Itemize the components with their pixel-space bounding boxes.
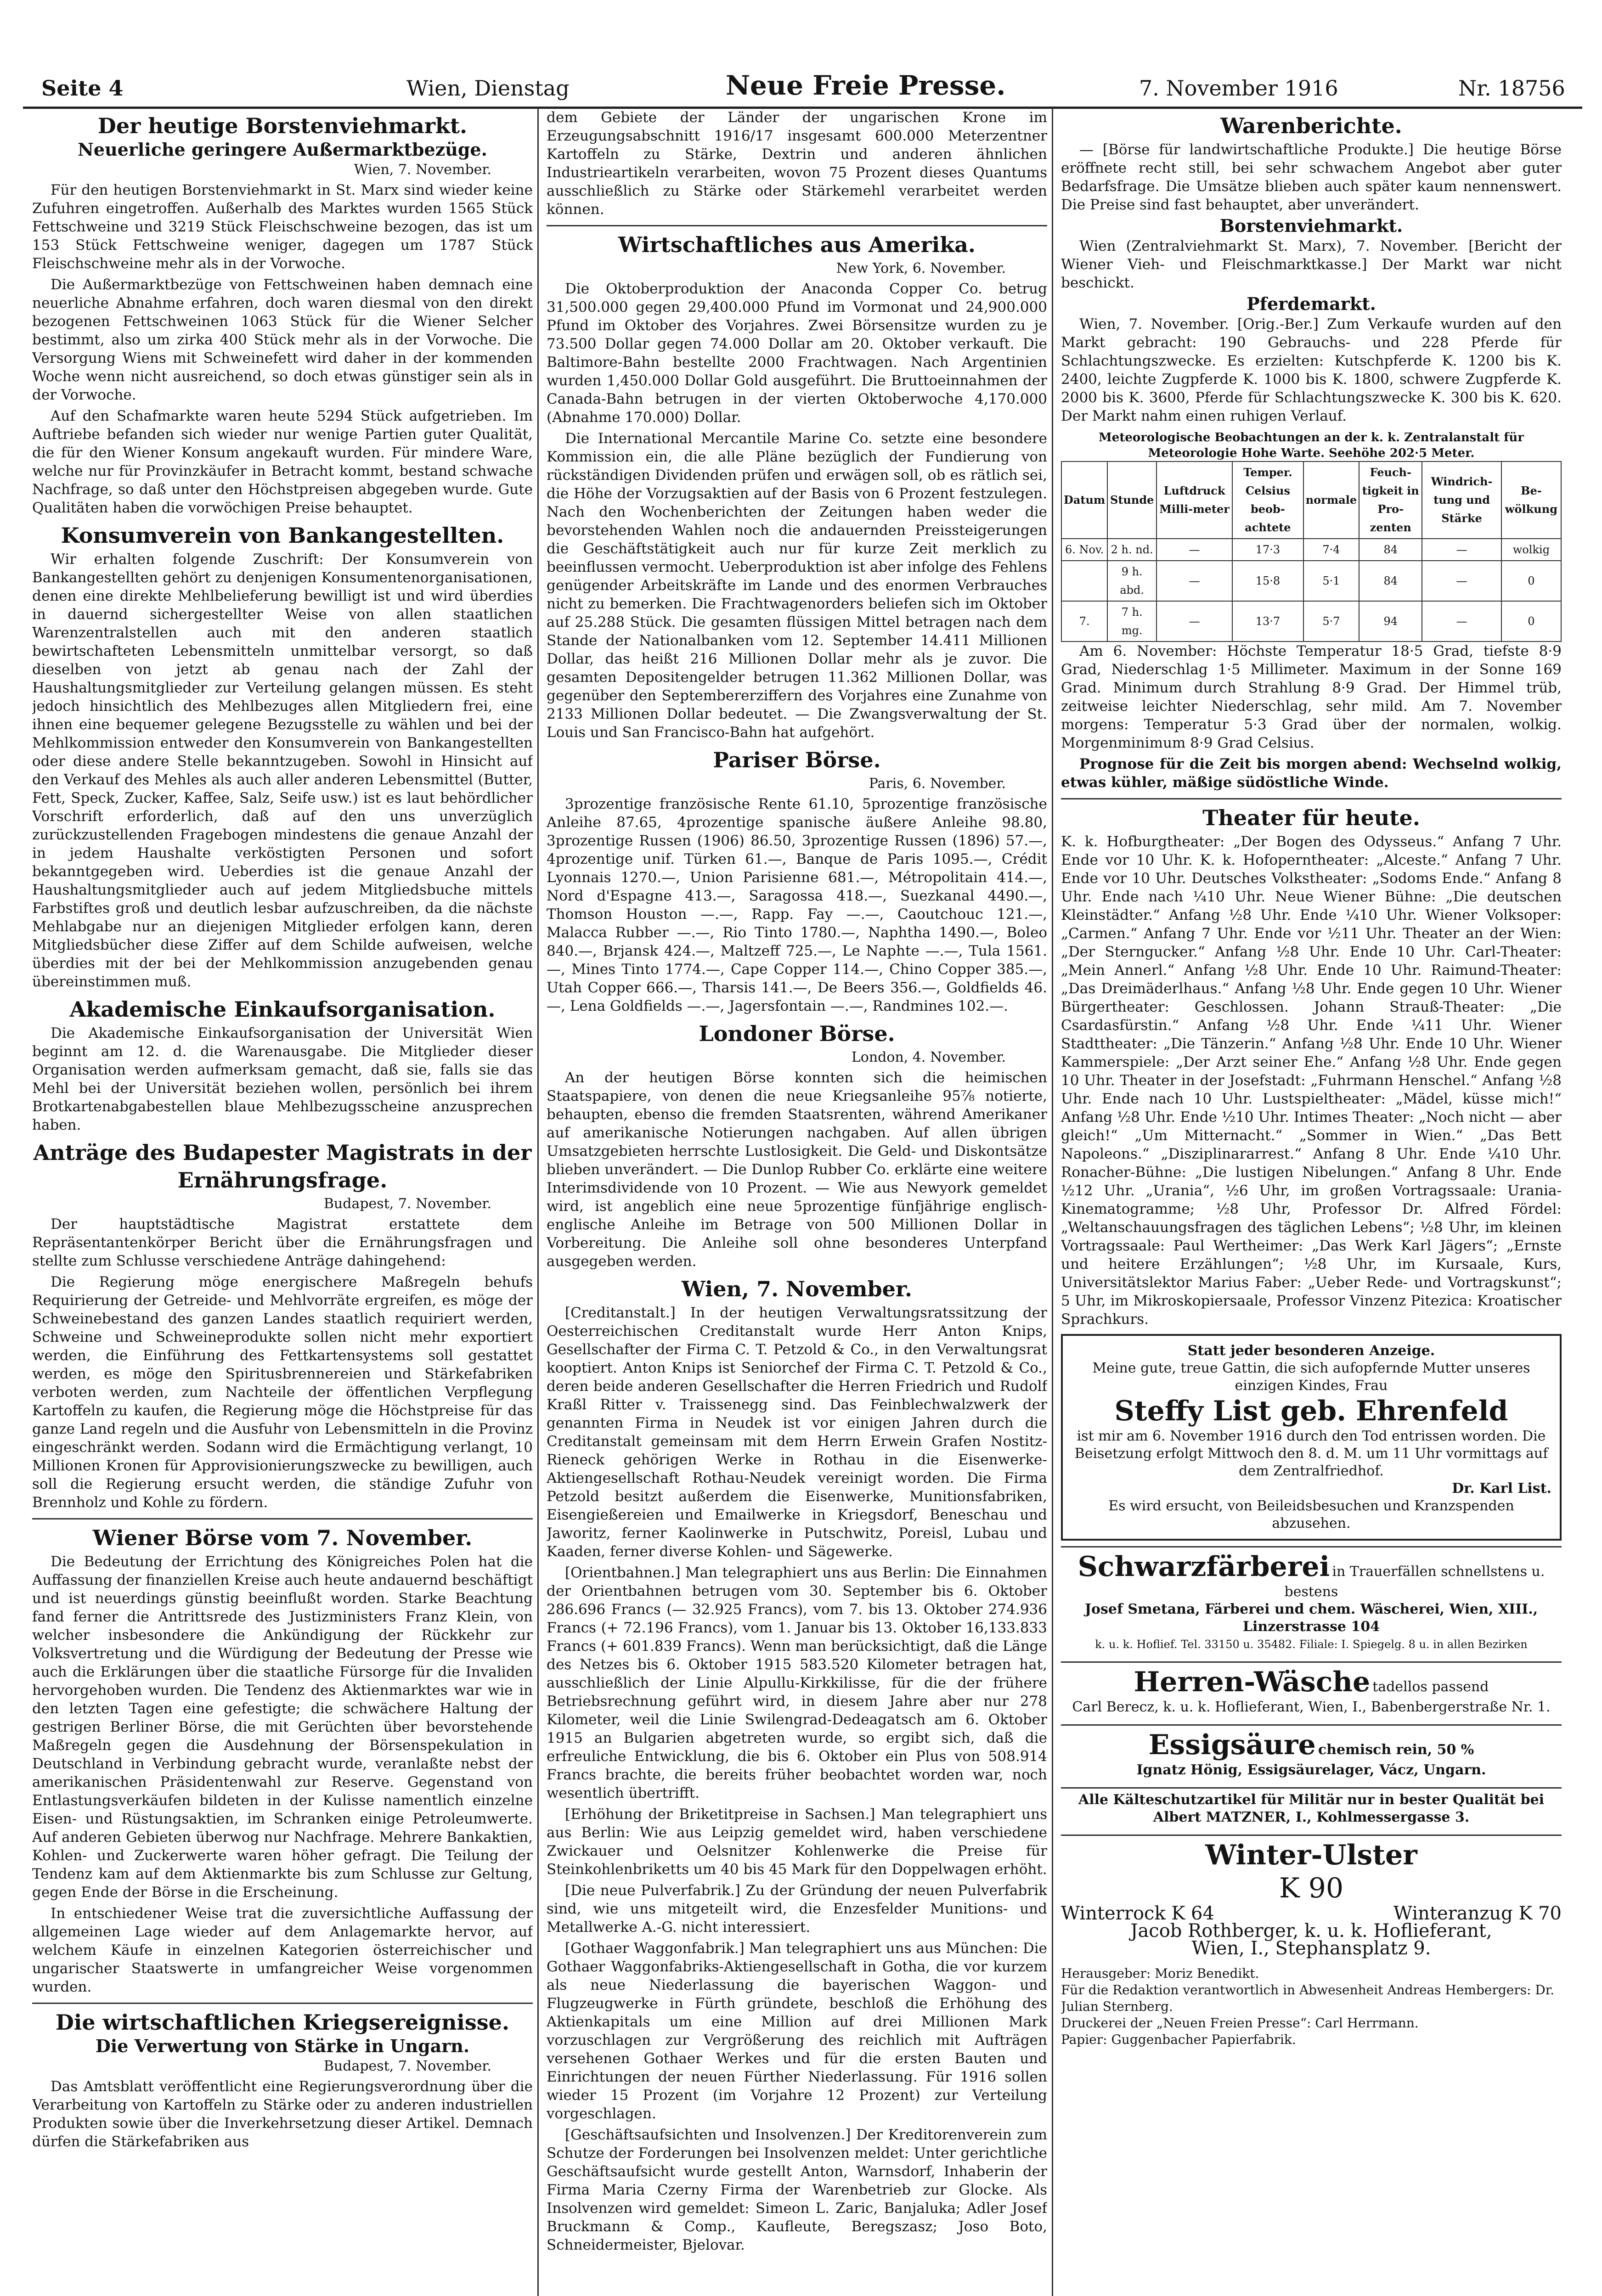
theater-listings: K. k. Hofburgtheater: „Der Bogen des Odysseus.“ Anfang 7 Uhr. Ende vor 10 Uhr. K. k. Hofoperntheater: „Alceste.“ Anfang 7 Uhr. Ende vor 10 Uhr. Deutsches Volkstheater: „Sodoms Ende.“ Anfang 8 Uhr. Ende nach ¼10 Uhr. Neue Wiener Bühne: „Die deutschen Kleinstädter.“ Anfang ½8 Uhr. Ende ¼10 Uhr. Wiener Volksoper: „Carmen.“ Anfang 7 Uhr. Ende vor ½11 Uhr. Theater an der Wien: „Der Sterngucker.“ Anfang ½8 Uhr. Ende 10 Uhr. Carl-Theater: „Mein Annerl.“ Anfang ½8 Uhr. Ende 10 Uhr. Raimund-Theater: „Das Dreimäderlhaus.“ Anfang ½8 Uhr. Ende gegen 10 Uhr. Wiener Bürgertheater: Geschlossen. Johann Strauß-Theater: „Die Csardasfürstin.“ Anfang ½8 Uhr. Ende ¼11 Uhr. Wiener Stadttheater: „Die Tänzerin.“ Anfang ½8 Uhr. Ende 10 Uhr. Wiener Kammerspiele: „Der Arzt seiner Ehe.“ Anfang ½8 Uhr. Ende gegen 10 Uhr. Theater in der Josefstadt: „Fuhrmann Henschel.“ Anfang ½8 Uhr. Ende nach 10 Uhr. Lustspieltheater: „Mädel, küsse mich!“ Anfang ½8 Uhr. Ende ½10 Uhr. Intimes Theater: „Noch nicht — aber gleich!“ „Um Mitternacht.“ „Sommer in Wien.“ „Das Bett Napoleons.“ „Disziplinararrest.“ Anfang 8 Uhr. Ende ¼10 Uhr. Ronacher-Bühne: „Die lustigen Nibelungen.“ Anfang 8 Uhr. Ende ½12 Uhr. „Urania“, ½6 Uhr, im großen Vortragssaale: Urania-Kinematogramme; ½8 Uhr, Professor Dr. Alfred Fördel: „Weltanschauungsfragen des täglichen Lebens“; ½8 Uhr, im kleinen Vortragssaale: Paul Wertheimer: „Das Werk Karl Jägers“; „Ernste und heitere Erzählungen“; ½8 Uhr, im Kursaale, Kurs, Universitätslektor Marius Faber: „Ueber Rede- und Vortragskunst“; 5 Uhr, im Mikroskopiersaale, Professor Vinzenz Pitezica: Kroatischer Sprachkurs. — [1061, 833, 1562, 1328]
paragraph: 3prozentige französische Rente 61.10, 5prozentige französische Anleihe 87.65, 4prozentige spanische äußere Anleihe 98.80, 3prozentige Russen (1906) 86.50, 3prozentige Russen (1896) 57.—, 4prozentige unif. Türken 61.—, Banque de Paris 1095.—, Crédit Lyonnais 1270.—, Union Parisienne 681.—, Métropolitain 414.—, Nord d'Espagne 413.—, Saragossa 418.—, Suezkanal 4490.—, Thomson Houston —.—, Rapp. Fay —.—, Caoutchouc 121.—, Malacca Rubber —.—, Rio Tinto 1780.—, Naphtha 1490.—, Boleo 840.—, Brjansk 424.—, Maltzeff 725.—, Le Naphte —.—, Tula 1561.—, Mines Tinto 1774.—, Cape Copper 114.—, Chino Copper 385.—, Utah Copper 666.—, Tharsis 141.—, De Beers 356.—, Goldfields 46.—, Lena Goldfields —.—, Jagersfontain —.—, Randmines 102.—. — [547, 796, 1047, 1014]
table-cell: 2 h. nd. — [1107, 539, 1156, 561]
issue-number: Nr. 18756 — [1458, 76, 1565, 101]
ad-line: Alle Kälteschutzartikel für Militär nur in bester Qualität bei Albert MATZNER, I., Kohlmessergasse 3. — [1078, 1792, 1545, 1825]
column-header: Stunde — [1107, 461, 1156, 539]
table-cell: 9 h. abd. — [1107, 561, 1156, 601]
ad-essigsaeure — [1061, 1724, 1562, 1782]
table-cell: 84 — [1359, 561, 1422, 601]
article-wien-wirtschaft — [547, 1275, 1047, 2254]
ad-small: k. u. k. Hoflief. Tel. 33150 u. 35482. Filiale: I. Spiegelg. 8 u. in allen Bezirken — [1095, 1638, 1528, 1651]
table-row — [1061, 601, 1561, 642]
notice-text: ist mir am 6. November 1916 durch den Tod entrissen worden. Die Beisetzung erfolgt Mittwoch den 8. d. M. um 11 Uhr vormittags auf dem Zentralfriedhof. — [1074, 1428, 1548, 1479]
article-heading: Pariser Börse. — [713, 748, 881, 772]
paragraph: [Die neue Pulverfabrik.] Zu der Gründung der neuen Pulverfabrik sind, wie uns mitgeteilt wird, die Enzesfelder Munitions- und Metallwerke A.-G. nicht interessiert. — [547, 1882, 1047, 1936]
article-subheading: Neuerliche geringere Außermarktbezüge. — [78, 139, 487, 160]
imprint-line: Druckerei der „Neuen Freien Presse“: Carl Herrmann. — [1061, 2015, 1419, 2031]
article-subheading: Die Verwertung von Stärke in Ungarn. — [95, 2036, 470, 2056]
notice-text: Meine gute, treue Gattin, die sich aufopfernde Mutter unseres einzigen Kindes, Frau — [1092, 1360, 1530, 1394]
dateline: New York, 6. November. — [836, 260, 1006, 276]
ad-tagline: in Trauerfällen schnellstens u. bestens — [1284, 1564, 1545, 1600]
table-cell — [1061, 561, 1107, 601]
article-heading: Anträge des Budapester Magistrats in der Ernährungsfrage. — [33, 1140, 532, 1193]
column-header: normale — [1303, 461, 1359, 539]
ad-prices-row — [1061, 1905, 1562, 1922]
paragraph: An der heutigen Börse konnten sich die heimischen Staatspapiere, von denen die neue Kriegsanleihe 95⅞ notierte, behaupten, ebenso die fremden Staatsrenten, während Amerikaner auf amerikanische Notierungen nachgaben. Auf allen übrigen Umsatzgebieten herrschte Lustlosigkeit. Die Geld- und Diskontsätze blieben unverändert. — Die Dunlop Rubber Co. erklärte eine weitere Interimsdividende von 10 Prozent. — Wie aus Newyork gemeldet wird, ist angeblich eine neue 5prozentige fünfjährige englisch-englische Anleihe im Betrage von 500 Millionen Dollar in Vorbereitung. Die Anleihe soll ohne besonderes Unterpfand ausgegeben werden. — [547, 1069, 1047, 1270]
paragraph: Die Bedeutung der Errichtung des Königreiches Polen hat die Auffassung der finanziellen Kreise auch heute andauernd beschäftigt und ist neuerdings günstig beeinflußt worden. Starke Beachtung fand ferner die Antrittsrede des Justizministers Franz Klein, von welcher insbesondere die Ankündigung der Rückkehr zur Volksvertretung und die Würdigung der Bedeutung der Presse wie auch die Erklärungen über die staatliche Fürsorge für die Invaliden hervorgehoben wurden. Die Tendenz des Aktienmarktes war wie in den letzten Tagen eine gefestigte; die schwächere Haltung der gestrigen Berliner Börse, die mit Gerüchten über bevorstehende Maßregeln gegen die Ausdehnung der Börsenspekulation in Deutschland in Verbindung gebracht wurde, veranlaßte nebst der amerikanischen Präsidentenwahl zur Reserve. Gegenstand von Entlastungsverkäufen bildeten in der Kulisse namentlich einzelne Eisen- und Rüstungsaktien, im Schranken einige Petroleumwerte. Auf anderen Gebieten überwog nur Nachfrage. Mehrere Bankaktien, Kohlen- und Zuckerwerte waren höher gefragt. Die Teilung der Tendenz kam auf dem Aktienmarkte bis zum Schlusse zur Geltung, gegen Ende der Börse in die Erscheinung. — [32, 1553, 533, 1901]
paragraph: dem Gebiete der Länder der ungarischen Krone im Erzeugungsabschnitt 1916/17 insgesamt 600.000 Meterzentner Kartoffeln zu Stärke, Dextrin und anderen ähnlichen Industrieartikeln verarbeiten, wovon 75 Prozent dieses Quantums ausschließlich zu Stärke oder Stärkemehl verarbeitet werden können. — [547, 109, 1047, 218]
divider — [32, 1518, 533, 1519]
paragraph: Wien, 7. November. [Orig.-Ber.] Zum Verkaufe wurden auf den Markt gebracht: 190 Gebrauchs- und 228 Pferde für Schlachtungszwecke. Es erzielten: Kutschpferde K. 1200 bis K. 2400, leichte Zugpferde K. 1000 bis K. 1800, schwere Zugpferde K. 2000 bis K. 3600, Pferde für Schlachtungszwecke K. 300 bis K. 620. Der Markt nahm einen ruhigen Verlauf. — [1061, 316, 1562, 424]
table-cell: 5·1 — [1303, 561, 1359, 601]
ad-title: Winter-Ulster — [1205, 1839, 1417, 1871]
table-cell: wolkig — [1501, 539, 1561, 561]
paragraph: Wien (Zentralviehmarkt St. Marx), 7. November. [Bericht der Wiener Vieh- und Fleischmarktkasse.] Der Markt war nicht beschickt. — [1061, 238, 1562, 291]
table-cell: 15·8 — [1232, 561, 1303, 601]
article-heading: Wien, 7. November. — [682, 1277, 912, 1301]
table-cell: 17·3 — [1232, 539, 1303, 561]
ad-winter-ulster — [1061, 1835, 1562, 1960]
dateline: Wien, 7. November. — [354, 162, 491, 178]
ad-line: Carl Berecz, k. u. k. Hoflieferant, Wien, I., Babenbergerstraße Nr. 1. — [1072, 1699, 1551, 1715]
article-borstenviehmarkt — [32, 112, 533, 517]
column-header: Temper. Celsius beob-achtete — [1232, 461, 1303, 539]
imprint-line: Herausgeber: Moriz Benedikt. — [1061, 1966, 1259, 1981]
weather-report — [1061, 430, 1562, 792]
page-number: Seite 4 — [41, 76, 124, 101]
imprint — [1061, 1965, 1562, 2048]
ad-title: Schwarzfärberei — [1077, 1551, 1330, 1583]
ad-address: Wien, I., Stephansplatz 9. — [1191, 1938, 1431, 1959]
paragraph: Die Regierung möge energischere Maßregeln behufs Requirierung der Getreide- und Mehlvorräte ergreifen, es möge der Schweinebestand des ganzen Landes staatlich requiriert werden, Schweine und Schweineprodukte sollen nicht mehr exportiert werden, die Einführung des Fettkartensystems soll gestattet werden, es möge den Spiritusbrennereien und Stärkefabriken verboten werden, zum Nachteile der öffentlichen Verpflegung Kartoffeln zu kaufen, die Regierung möge die Höchstpreise für das ganze Land regeln und die Ausfuhr von Lebensmitteln in die Provinz eingeschränkt werden. Sodann wird die Ermächtigung verlangt, 10 Millionen Kronen für Approvisionierungszwecke zu bewilligen, auch soll die Regierung ersucht werden, die ständige Zufuhr von Brennholz und Kohle zu fördern. — [32, 1274, 533, 1511]
paragraph: Die Außermarktbezüge von Fettschweinen haben demnach eine neuerliche Abnahme erfahren, doch waren diesmal von den direkt bezogenen Fettschweinen 1063 Stück für die Wiener Selcher bestimmt, also um zirka 400 Stück mehr als in der Vorwoche. Die Versorgung Wiens mit Schweinefett wird daher in der kommenden Woche wenn nicht ausreichend, so doch etwas günstiger sein als in der Vorwoche. — [32, 276, 533, 403]
weather-prognosis: Prognose für die Zeit bis morgen abend: Wechselnd wolkig, etwas kühler, mäßige südöstliche Winde. — [1061, 756, 1562, 791]
article-konsumverein — [32, 522, 533, 991]
weather-caption: Meteorologische Beobachtungen an der k. k. Zentralanstalt für Meteorologie Hohe Warte. Seehöhe 202·5 Meter. — [1099, 431, 1524, 460]
table-cell: — — [1156, 601, 1232, 642]
notice-text: Es wird ersucht, von Beileidsbesuchen und Kranzspenden abzusehen. — [1108, 1498, 1514, 1531]
table-cell: — — [1156, 561, 1232, 601]
ad-line: Ignatz Hönig, Essigsäurelager, Vácz, Ungarn. — [1136, 1762, 1486, 1778]
table-cell: 7 h. mg. — [1107, 601, 1156, 642]
dateline: Budapest, 7. November. — [323, 2058, 491, 2074]
paragraph: [Erhöhung der Briketitpreise in Sachsen.] Man telegraphiert uns aus Berlin: Wie aus Leipzig gemeldet wird, haben verschiedene Zwickauer und Oelsnitzer Kohlenwerke die Preise für Steinkohlenbriketts um 40 bis 45 Mark für den Doppelwagen erhöht. — [547, 1806, 1047, 1878]
dateline: London, 4. November. — [851, 1049, 1006, 1065]
column-2 — [547, 108, 1047, 2296]
city-day: Wien, Dienstag — [406, 76, 570, 101]
divider — [1061, 798, 1562, 799]
column-rule — [537, 108, 539, 2296]
ad-title: Herren-Wäsche — [1134, 1666, 1371, 1698]
table-cell: — — [1422, 561, 1501, 601]
notice-title: Statt jeder besonderen Anzeige. — [1187, 1343, 1435, 1359]
article-heading: Londoner Börse. — [699, 1021, 895, 1046]
ad-title: Essigsäure — [1148, 1729, 1316, 1761]
table-cell: 13·7 — [1232, 601, 1303, 642]
table-cell: 0 — [1501, 601, 1561, 642]
paragraph: Der hauptstädtische Magistrat erstattete dem Repräsentantenkörper Bericht über die Ernährungsfragen und stellte zum Schlusse verschiedene Anträge dahingehend: — [32, 1216, 533, 1269]
table-cell: 5·7 — [1303, 601, 1359, 642]
column-header: Windrich-tung und Stärke — [1422, 461, 1501, 539]
table-cell: 7·4 — [1303, 539, 1359, 561]
article-einkaufsorganisation — [32, 996, 533, 1134]
table-row — [1061, 539, 1561, 561]
dateline: Budapest, 7. November. — [323, 1196, 491, 1212]
ad-price-right: Winteranzug K 70 — [1393, 1903, 1562, 1924]
table-cell: 84 — [1359, 539, 1422, 561]
weather-table — [1061, 461, 1562, 642]
article-heading: Akademische Einkaufsorganisation. — [69, 997, 496, 1022]
paragraph: Das Amtsblatt veröffentlicht eine Regierungsverordnung über die Verarbeitung von Kartoffeln zu Stärke oder zu anderen industriellen Produkten sowie über die Inverkehrsetzung dieser Artikel. Demnach dürfen die Stärkefabriken aus — [32, 2078, 533, 2150]
column-header: Datum — [1061, 461, 1107, 539]
article-heading: Warenberichte. — [1220, 113, 1402, 138]
table-row — [1061, 561, 1561, 601]
dateline: Paris, 6. November. — [869, 776, 1006, 792]
article-heading: Wirtschaftliches aus Amerika. — [618, 232, 976, 257]
ad-schwarzfaerberei — [1061, 1546, 1562, 1656]
table-cell: — — [1422, 601, 1501, 642]
divider — [547, 225, 1047, 226]
newspaper-title: Neue Freie Presse. — [726, 70, 1006, 101]
issue-date: 7. November 1916 — [1139, 76, 1338, 101]
paragraph: [Creditanstalt.] In der heutigen Verwaltungsratssitzung der Oesterreichischen Creditanstalt wurde Herr Anton Knips, Gesellschafter der Firma C. T. Petzold & Co., in den Verwaltungsrat kooptiert. Anton Knips ist Seniorchef der Firma C. T. Petzold & Co., deren beide anderen Gesellschafter die Herren Friedrich und Rudolf Kraßl Ritter v. Traissenegg sind. Das Feinblechwalzwerk der genannten Firma in Neudek ist vor einigen Jahren durch die Creditanstalt gemeinsam mit dem Herrn Erwein Grafen Nostitz-Rieneck gehörigen Werke in Rothau in die Eisenwerke-Aktiengesellschaft Rothau-Neudek vereinigt worden. Die Firma Petzold besitzt außerdem die Eisenwerke, Munitionsfabriken, Eisengießereien und Emailwerke in Kriegsdorf, Beneschau und Jaworitz, ferner Kaolinwerke in Putschwitz, Poreisl, Lubau und Kaaden, ferner diverse Kohlen- und Sägewerke. — [547, 1305, 1047, 1560]
paragraph: — [Börse für landwirtschaftliche Produkte.] Die heutige Börse eröffnete recht still, bei sehr schwachem Angebot aber guter Bedarfsfrage. Die Umsätze blieben auch später kaum nennenswert. Die Preise sind fast behauptet, aber unverändert. — [1061, 141, 1562, 213]
article-amerika — [547, 231, 1047, 742]
column-header: Luftdruck Milli-meter — [1156, 461, 1232, 539]
divider — [32, 2003, 533, 2004]
section-subheading: Borstenviehmarkt. — [1219, 215, 1403, 236]
ad-kaelteschutz — [1061, 1787, 1562, 1829]
ad-tagline: tadellos passend — [1372, 1679, 1489, 1695]
table-cell: — — [1422, 539, 1501, 561]
table-cell: 0 — [1501, 561, 1561, 601]
article-heading: Die wirtschaftlichen Kriegsereignisse. — [56, 2010, 509, 2035]
article-continuation — [547, 108, 1047, 219]
ad-merchant: Jacob Rothberger, k. u. k. Hoflieferant, — [1130, 1920, 1492, 1941]
paragraph: Auf den Schafmarkte waren heute 5294 Stück aufgetrieben. Im Auftriebe befanden sich wieder nur wenige Partien guter Qualität, die für den Wiener Konsum angekauft wurden. Für mindere Ware, welche nur für Provinzkäufer in Betracht kommt, bestand schwache Nachfrage, so daß unter den Höchstpreisen abgegeben wurde. Gute Qualitäten haben die vorwöchigen Preise behauptet. — [32, 408, 533, 516]
death-notice — [1061, 1334, 1562, 1541]
table-cell: — — [1156, 539, 1232, 561]
column-rule — [1052, 108, 1053, 2296]
section-subheading: Pferdemarkt. — [1247, 293, 1376, 314]
article-heading: Theater für heute. — [1202, 805, 1420, 830]
ad-tagline: chemisch rein, 50 % — [1318, 1742, 1474, 1758]
article-londoner-boerse — [547, 1020, 1047, 1271]
notice-name: Steffy List geb. Ehrenfeld — [1114, 1395, 1508, 1427]
imprint-line: Papier: Guggenbacher Papierfabrik. — [1061, 2032, 1296, 2047]
notice-signature: Dr. Karl List. — [1452, 1480, 1551, 1497]
table-cell: 94 — [1359, 601, 1422, 642]
article-pariser-boerse — [547, 746, 1047, 1015]
paragraph: [Orientbahnen.] Man telegraphiert uns aus Berlin: Die Einnahmen der Orientbahnen betrugen vom 30. September bis 6. Oktober 286.696 Francs (— 32.925 Francs), vom 7. bis 13. Oktober 274.936 Francs (+ 72.196 Francs), vom 1. Januar bis 13. Oktober 16,133.833 Francs (+ 601.839 Francs). Wenn man berücksichtigt, daß die Länge des Netzes bis 6. Oktober 1915 583.520 Kilometer betragen hat, ausschließlich der Linie Alpullu-Kirkkilisse, für die der frühere Betriebsrechnung geführt wird, in diesem Jahre aber nur 278 Kilometer, weil die Linie Swilengrad-Dedeagatsch am 6. Oktober 1915 an Bulgarien abgetreten wurde, so ergibt sich, daß die erfreuliche Entwicklung, die bis 6. Oktober ein Plus von 508.914 Francs brachte, die bereits früher beobachtet worden war, noch wesentlich übertrifft. — [547, 1564, 1047, 1801]
imprint-line: Für die Redaktion verantwortlich in Abwesenheit Andreas Hembergers: Dr. Julian Sternberg. — [1061, 1982, 1555, 2014]
article-warenberichte — [1061, 112, 1562, 425]
article-heading: Der heutige Borstenviehmarkt. — [97, 113, 468, 138]
paragraph: Wir erhalten folgende Zuschrift: Der Konsumverein von Bankangestellten gehört zu denjenigen Konsumentenorganisationen, denen eine direkte Mehlbelieferung bewilligt ist und wird überdies in dauernd sichergestellter Weise von allen staatlichen Warenzentralstellen auch mit den anderen staatlich bewirtschafteten Lebensmitteln unmittelbar versorgt, so daß dieselben von jetzt ab genau nach der Zahl der Haushaltungsmitglieder zur Verteilung gelangen müssen. Es steht jedoch hinsichtlich des Mehlbezuges allen Mitgliedern frei, eine ihnen eine bequemer gelegene Bezugsstelle zu wählen und bei der Mehlkommission entweder den Konsumverein von Bankangestellten oder diese andere Stelle bekanntzugeben. Sowohl in Hinsicht auf den Verkauf des Mehles als auch aller anderen Lebensmittel (Butter, Fett, Speck, Zucker, Kaffee, Salz, Seife usw.) ist es laut behördlicher Vorschrift erforderlich, daß auf den uns unverzüglich zurückzustellenden Fragebogen mindestens die genaue Anzahl der in jedem Haushalte verköstigten Personen und sofort bekanntgegeben wird. Ueberdies ist die genaue Anzahl der Haushaltungsmitglieder auch auf jedem Mitgliedsbuche mittels Farbstiftes groß und deutlich lesbar aufzuschreiben, da die nächste Mehlabgabe nur an diejenigen Mitglieder erfolgen kann, deren Mitgliedsbücher diese Ziffer auf dem Schilde aufweisen, welche überdies mit der bei der Mehlkommission anzugebenden genau übereinstimmen muß. — [32, 551, 533, 990]
paragraph: Für den heutigen Borstenviehmarkt in St. Marx sind wieder keine Zufuhren eingetroffen. Außerhalb des Marktes wurden 1565 Stück Fettschweine und 3219 Stück Fleischschweine bezogen, das ist um 153 Stück Fettschweine weniger, dagegen um 1787 Stück Fleischschweine mehr als in der Vorwoche. — [32, 182, 533, 272]
article-budapest-magistrat — [32, 1139, 533, 1512]
column-1 — [32, 108, 533, 2296]
weather-note: Am 6. November: Höchste Temperatur 18·5 Grad, tiefste 8·9 Grad, Niederschlag 1·5 Millimeter. Maximum in der Sonne 169 Grad. Minimum durch Strahlung 8·9 Grad. Der Himmel trüb, zeitweise leichter Niederschlag, sehr mild. Am 7. November morgens: Temperatur 5·3 Grad über der normalen, wolkig. Morgenminimum 8·9 Grad Celsius. — [1061, 643, 1562, 751]
table-cell: 7. — [1061, 601, 1107, 642]
paragraph: Die International Mercantile Marine Co. setzte eine besondere Kommission ein, die alle Pläne bezüglich der Fundierung von rückständigen Dividenden prüfen und erwägen soll, ob es rätlich sei, die Höhe der Vorzugsaktien auf der Basis von 6 Prozent festzulegen. Nach den Wochenberichten der Zeitungen haben weder die bevorstehenden Wahlen noch die andauernden Preissteigerungen die Geschäftstätigkeit auch nur für kurze Zeit merklich zu beeinflussen vermocht. Ueberproduktion ist aber infolge des Fehlens genügender Arbeitskräfte im Lande und des enormen Verbrauches nicht zu bemerken. Die Frachtwagenorders beliefen sich im Oktober auf 25.288 Stück. Die gesamten flüssigen Mittel betragen nach dem Stande der Nationalbanken vom 12. September 14.411 Millionen Dollar, das heißt 216 Millionen Dollar mehr als je zuvor. Die gesamten Depositengelder betrugen 11.362 Millionen Dollar, was gegenüber den Septembererziffern des Vorjahres eine Zunahme von 2133 Millionen Dollar bedeutet. — Die Zwangsverwaltung der St. Louis und San Francisco-Bahn hat aufgehört. — [547, 430, 1047, 741]
article-theater — [1061, 804, 1562, 1328]
ad-price: K 90 — [1279, 1872, 1344, 1904]
paragraph: Die Oktoberproduktion der Anaconda Copper Co. betrug 31,500.000 gegen 29,400.000 Pfund im Vormonat und 24,900.000 Pfund im Oktober des Vorjahres. Zwei Börsensitze wurden zu je 73.500 Dollar gegen 74.000 Dollar am 20. Oktober verkauft. Die Baltimore-Bahn bestellte 2000 Frachtwagen. Nach Argentinien wurden 1,450.000 Dollar Gold ausgeführt. Die Bruttoeinnahmen der Canada-Bahn betrugen in der vierten Oktoberwoche 4,170.000 (Abnahme 170.000) Dollar. — [547, 281, 1047, 426]
article-kriegsereignisse — [32, 2009, 533, 2151]
masthead — [23, 0, 1582, 109]
column-header: Feuch-tigkeit in Pro-zenten — [1359, 461, 1422, 539]
article-heading: Konsumverein von Bankangestellten. — [61, 523, 504, 548]
paragraph: [Geschäftsaufsichten und Insolvenzen.] Der Kreditorenverein zum Schutze der Forderungen bei Insolvenzen meldet: Unter gerichtliche Geschäftsaufsicht wurde gestellt Anton, Warnsdorf, Inhaberin der Firma Maria Czerny Firma der Warenbetrieb zur Glocke. Als Insolvenzen wird gemeldet: Simeon L. Zaric, Banjaluka; Adler Josef Bruckmann & Comp., Kaufleute, Beregszasz; Joso Boto, Schneidermeister, Bjelovar. — [547, 2127, 1047, 2253]
paragraph: [Gothaer Waggonfabrik.] Man telegraphiert uns aus München: Die Gothaer Waggonfabriks-Aktiengesellschaft in Gotha, die vor kurzem als neue Niederlassung die bayerischen Waggon- und Flugzeugwerke in Fürth gründete, beschloß die Erhöhung des Aktienkapitals um eine Million auf drei Millionen Mark vorzuschlagen zur Vergrößerung des reichlich mit Aufträgen versehenen Gothaer Werkes und für die ersten Bauten und Einrichtungen der neuen Fürther Niederlassung. Für 1916 sollen wieder 15 Prozent (im Vorjahre 12 Prozent) zur Verteilung vorgeschlagen. — [547, 1940, 1047, 2122]
article-wiener-boerse — [32, 1524, 533, 1996]
article-heading: Wiener Börse vom 7. November. — [92, 1525, 473, 1550]
paragraph: In entschiedener Weise trat die zuversichtliche Auffassung der allgemeinen Lage wieder auf dem Anlagemarkte hervor, auf welchem Käufe in einzelnen Kategorien österreichischer und ungarischer Staatswerte in umfangreicher Weise vorgenommen wurden. — [32, 1905, 533, 1995]
ad-herren-waesche — [1061, 1661, 1562, 1719]
ad-line: Josef Smetana, Färberei und chem. Wäscherei, Wien, XIII., Linzerstrasse 104 — [1084, 1601, 1538, 1635]
table-header-row — [1061, 461, 1561, 539]
column-3 — [1061, 108, 1562, 2296]
paragraph: Die Akademische Einkaufsorganisation der Universität Wien beginnt am 12. d. die Warenausgabe. Die Mitglieder dieser Organisation werden aufmerksam gemacht, daß sie, falls sie das Mehl bei der Universität beziehen wollen, persönlich bei ihrem Brotkartenabgabestellen blaue Mehlbezugsscheine anzusprechen haben. — [32, 1025, 533, 1133]
table-cell: 6. Nov. — [1061, 539, 1107, 561]
ad-price-left: Winterrock K 64 — [1061, 1903, 1214, 1924]
column-header: Be-wölkung — [1501, 461, 1561, 539]
